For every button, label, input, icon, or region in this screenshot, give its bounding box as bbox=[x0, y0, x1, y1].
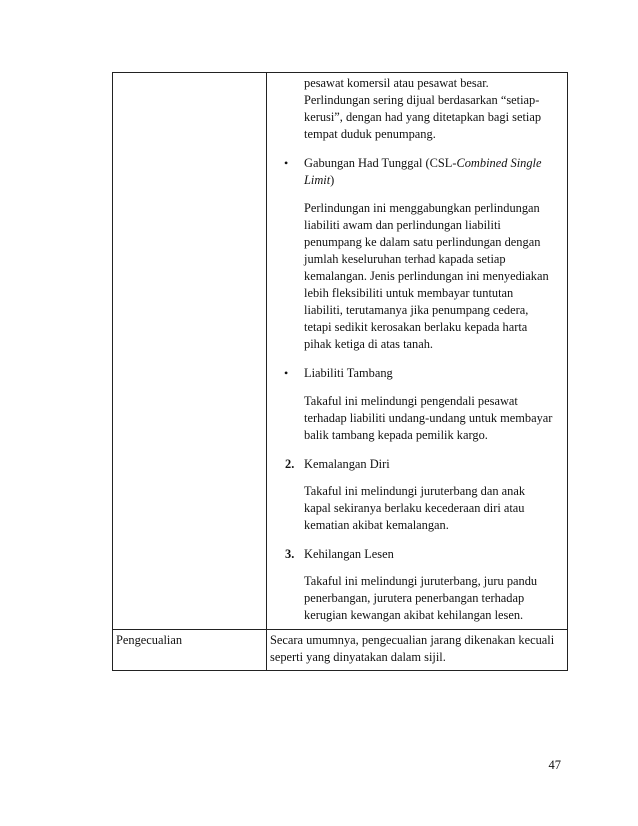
table-row bbox=[113, 629, 568, 670]
text-line: Perlindungan ini menggabungkan perlindungan bbox=[304, 200, 540, 215]
content-cell bbox=[267, 629, 568, 670]
text-line: pihak ketiga di atas tanah. bbox=[304, 337, 434, 352]
text-line: kematian akibat kemalangan. bbox=[304, 518, 449, 533]
text-line: liabiliti awam dan perlindungan liabiliti bbox=[304, 217, 501, 232]
text-line: seperti yang dinyatakan dalam sijil. bbox=[270, 649, 446, 664]
heading-line bbox=[304, 172, 563, 189]
csl-paragraph bbox=[304, 200, 563, 354]
text-line: tempat duduk penumpang. bbox=[304, 127, 436, 142]
text-line: kerugian kewangan akibat kehilangan lesen. bbox=[304, 608, 524, 623]
text-line: kapal sekiranya berlaku kecederaan diri atau bbox=[304, 500, 525, 515]
heading-italic: Limit bbox=[304, 173, 331, 188]
table-row bbox=[113, 73, 568, 630]
content-cell bbox=[267, 73, 568, 630]
text-line: terhadap liabiliti undang-undang untuk membayar bbox=[304, 410, 553, 425]
text-line: tetapi sedikit kerosakan berlaku kepada harta bbox=[304, 320, 528, 335]
heading-text: ) bbox=[330, 173, 335, 188]
text-line: jumlah keseluruhan terhad kapada setiap bbox=[304, 251, 506, 266]
heading-number: 2. bbox=[285, 456, 295, 471]
text-line: kemalangan. Jenis perlindungan ini menyediakan bbox=[304, 268, 549, 283]
heading-text: Gabungan Had Tunggal (CSL- bbox=[304, 156, 457, 171]
text-line: Takaful ini melindungi juruterbang, juru pandu bbox=[304, 574, 538, 589]
numbered-heading-kemalangan bbox=[285, 456, 563, 473]
heading-line: Liabiliti Tambang bbox=[304, 366, 393, 381]
text-line: pesawat komersil atau pesawat besar. bbox=[304, 76, 489, 90]
heading-line bbox=[304, 155, 563, 172]
row-label: Pengecualian bbox=[113, 629, 267, 670]
text-line: balik tambang kepada pemilik kargo. bbox=[304, 427, 488, 442]
intro-paragraph bbox=[304, 75, 563, 143]
heading-number: 3. bbox=[285, 547, 295, 562]
text-line: Perlindungan sering dijual berdasarkan “setiap- bbox=[304, 93, 540, 108]
heading-text: Kemalangan Diri bbox=[304, 456, 390, 471]
numbered-heading-lesen bbox=[285, 546, 563, 563]
bullet-heading-csl bbox=[284, 155, 563, 189]
kemalangan-paragraph bbox=[304, 483, 563, 534]
text-line: Takaful ini melindungi pengendali pesawat bbox=[304, 393, 518, 408]
bullet-icon: • bbox=[284, 366, 289, 381]
label-cell-empty bbox=[113, 73, 267, 630]
lesen-paragraph bbox=[304, 573, 563, 624]
text-line: Takaful ini melindungi juruterbang dan anak bbox=[304, 483, 526, 498]
heading-text: Kehilangan Lesen bbox=[304, 547, 394, 562]
bullet-heading-tambang bbox=[284, 365, 563, 382]
text-line: Secara umumnya, pengecualian jarang dikenakan kecuali bbox=[270, 632, 555, 647]
page-number: 47 bbox=[548, 758, 561, 772]
text-line: kerusi”, dengan had yang ditetapkan bagi setiap bbox=[304, 110, 542, 125]
text-line: penerbangan, jurutera penerbangan terhadap bbox=[304, 591, 525, 606]
tambang-paragraph bbox=[304, 393, 563, 444]
heading-italic: Combined Single bbox=[456, 156, 542, 171]
text-line: lebih fleksibiliti untuk membayar tuntutan bbox=[304, 286, 514, 301]
bullet-icon: • bbox=[284, 156, 289, 171]
content-table bbox=[112, 72, 568, 671]
text-line: liabiliti, terutamanya jika penumpang cedera, bbox=[304, 303, 529, 318]
text-line: penumpang ke dalam satu perlindungan dengan bbox=[304, 234, 541, 249]
